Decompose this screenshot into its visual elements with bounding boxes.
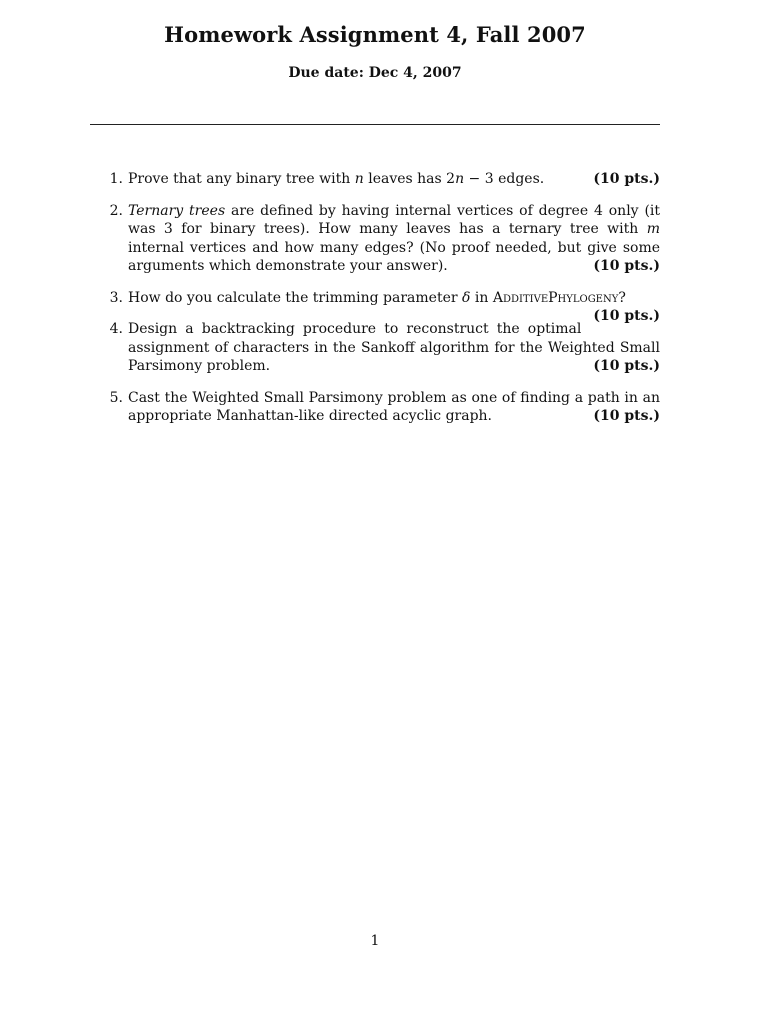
horizontal-rule	[90, 124, 660, 125]
problem-number: 2.	[109, 202, 123, 219]
problem-text-part: Prove that any binary tree with	[128, 171, 355, 187]
problem-points: (10 pts.)	[593, 258, 660, 274]
math-variable: n	[455, 171, 465, 187]
problem-text-part: − 3 edges.	[464, 171, 545, 187]
problem-points: (10 pts.)	[593, 308, 660, 324]
math-variable: δ	[462, 289, 471, 306]
problem-number: 5.	[109, 389, 123, 406]
problem-points: (10 pts.)	[593, 408, 660, 424]
problem-text	[128, 320, 660, 376]
problem-list	[103, 170, 660, 439]
math-variable: m	[646, 221, 660, 237]
problem-text	[128, 389, 660, 426]
problem-text-part: ?	[618, 289, 626, 306]
problem-text-part: leaves has 2	[363, 171, 456, 187]
problem-points: (10 pts.)	[593, 171, 660, 187]
problem-number: 3.	[109, 289, 123, 306]
math-variable: n	[354, 171, 364, 187]
problem-text-part: Design a backtracking procedure to reconstruct the optimal assignment of characters in the Sankoff algorithm for the Weighted Small Parsimony problem.	[128, 321, 660, 374]
problem-2	[103, 202, 660, 276]
due-date: Due date: Dec 4, 2007	[288, 65, 462, 81]
document-title: Homework Assignment 4, Fall 2007	[164, 22, 586, 47]
problem-points: (10 pts.)	[593, 358, 660, 374]
problem-text-part: are defined by having internal vertices of degree 4 only (it was 3 for binary trees). How many leaves has a ternary tree with	[128, 202, 661, 237]
problem-number: 1.	[109, 171, 123, 187]
problem-text	[128, 289, 660, 324]
problem-number: 4.	[109, 321, 123, 337]
page-number: 1	[370, 933, 380, 949]
problem-text	[128, 202, 660, 276]
problem-text-part: How do you calculate the trimming parameter	[128, 289, 463, 306]
problem-text-part: in	[470, 289, 493, 306]
problem-1	[103, 170, 660, 189]
problem-3	[103, 289, 660, 324]
emphasized-term: Ternary trees	[128, 202, 226, 219]
problem-text-part: Cast the Weighted Small Parsimony problem as one of finding a path in an appropriate Manhattan-like directed acyclic graph.	[128, 389, 660, 424]
problem-5	[103, 389, 660, 426]
problem-4	[103, 320, 660, 376]
problem-text	[128, 170, 660, 189]
problem-text-part: internal vertices and how many edges? (No proof needed, but give some arguments which demonstrate your answer).	[128, 239, 660, 274]
algorithm-name: AdditivePhylogeny	[492, 289, 619, 306]
